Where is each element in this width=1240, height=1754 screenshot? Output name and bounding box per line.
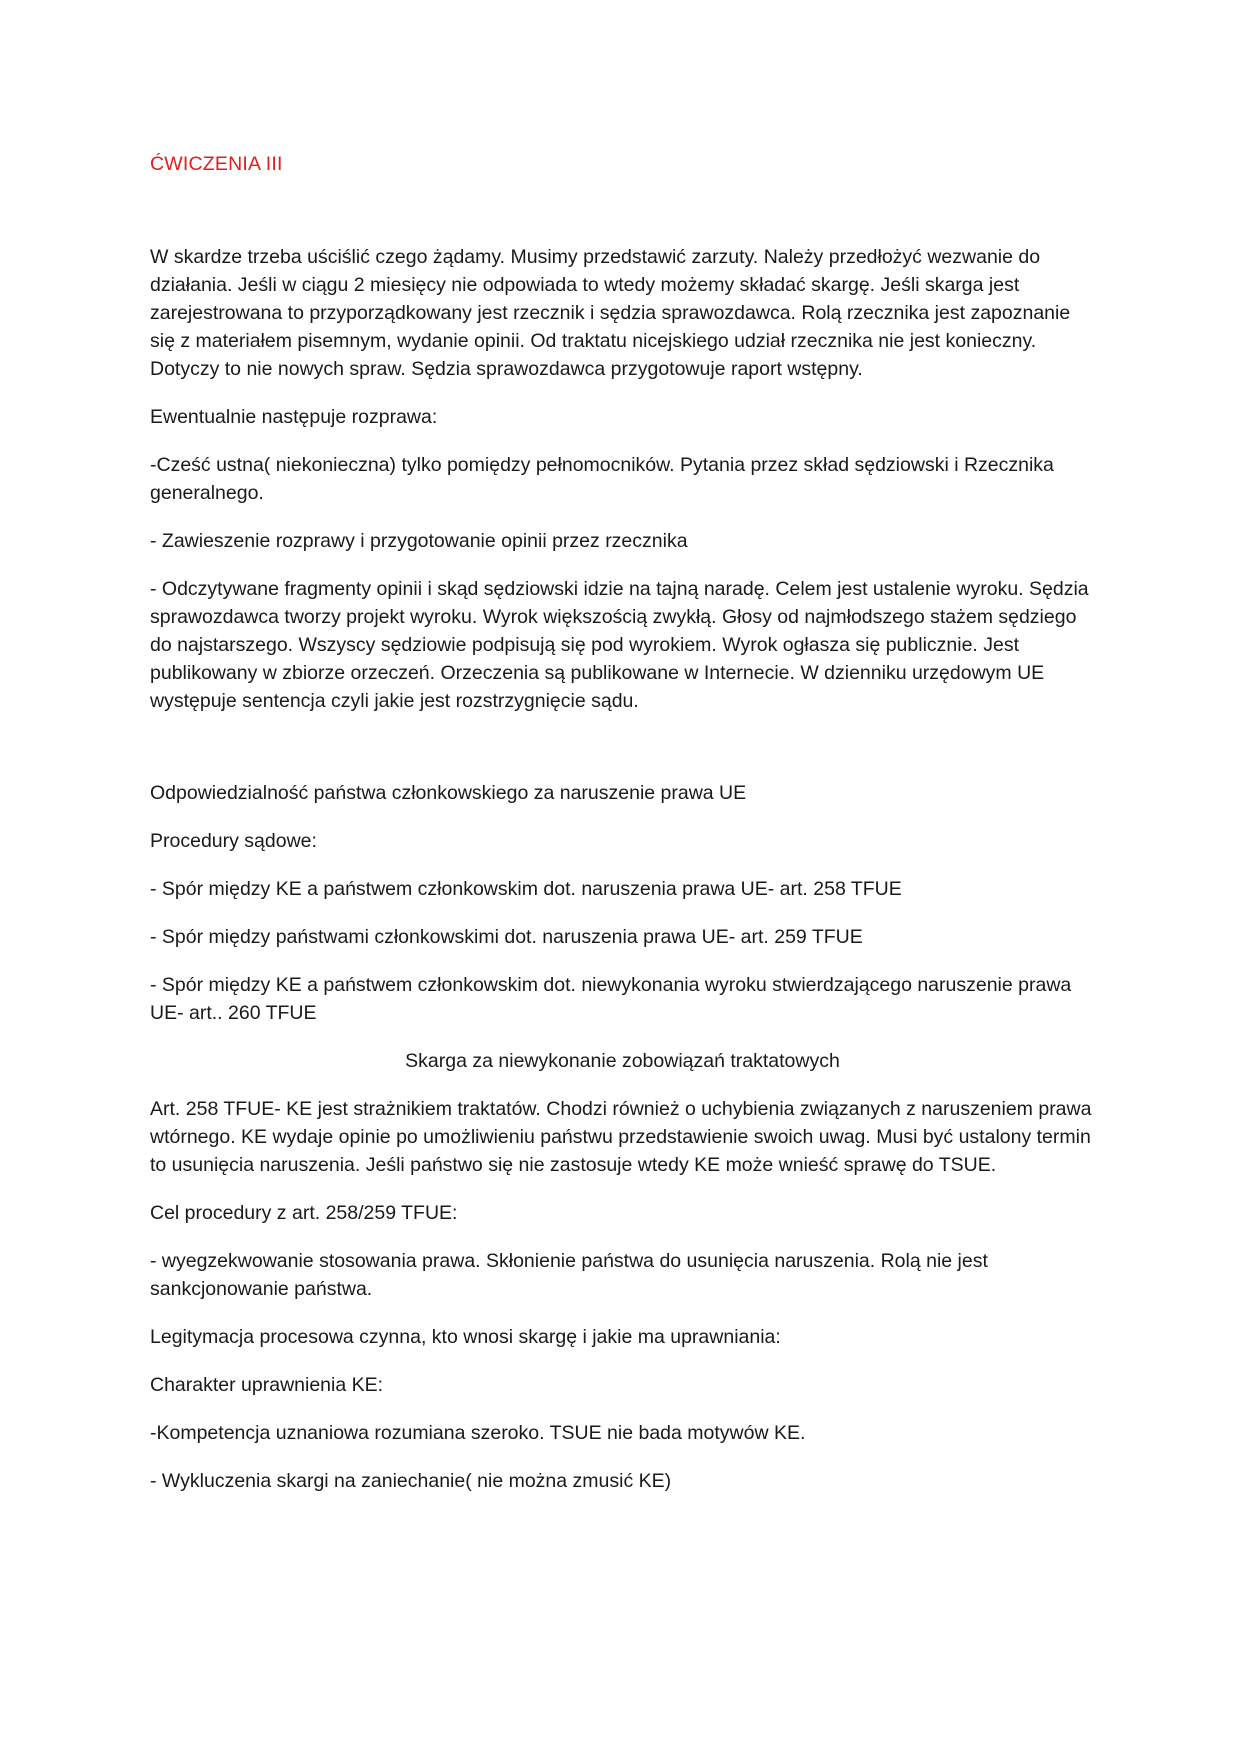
list-item-art-258: - Spór między KE a państwem członkowskim dot. naruszenia prawa UE- art. 258 TFUE — [150, 878, 902, 900]
section-heading-infringement-action: Skarga za niewykonanie zobowiązań traktatowych — [405, 1050, 840, 1072]
paragraph-art-258-description: Art. 258 TFUE- KE jest strażnikiem traktatów. Chodzi również o uchybienia związanych z naruszeniem prawa wtórnego. KE wydaje opinie po umożliwieniu państwu przedstawienie swoich uwag. Musi być ustalony termin to usunięcia naruszenia. Jeśli państwo się nie zastosuje wtedy KE może wnieść sprawę do TSUE. — [150, 1098, 1092, 1176]
paragraph-commission-powers: Charakter uprawnienia KE: — [150, 1374, 384, 1396]
paragraph-standing: Legitymacja procesowa czynna, kto wnosi skargę i jakie ma uprawniania: — [150, 1326, 781, 1348]
paragraph-exclusion: - Wykluczenia skargi na zaniechanie( nie można zmusić KE) — [150, 1470, 672, 1492]
list-item-art-259: - Spór między państwami członkowskimi dot. naruszenia prawa UE- art. 259 TFUE — [150, 926, 863, 948]
paragraph-oral-part: -Cześć ustna( niekonieczna) tylko pomiędzy pełnomocników. Pytania przez skład sędziowski i Rzecznika generalnego. — [150, 454, 1054, 504]
paragraph-court-procedures: Procedury sądowe: — [150, 830, 317, 852]
paragraph-judgment: - Odczytywane fragmenty opinii i skąd sędziowski idzie na tajną naradę. Celem jest ustalenie wyroku. Sędzia sprawozdawca tworzy projekt wyroku. Wyrok większością zwykłą. Głosy od najmłodszego stażem sędziego do najstarszego. Wszyscy sędziowie podpisują się pod wyrokiem. Wyrok ogłasza się publicznie. Jest publikowany w zbiorze orzeczeń. Orzeczenia są publikowane w Internecie. W dzienniku urzędowym UE występuje sentencja czyli jakie jest rozstrzygnięcie sądu. — [150, 578, 1089, 712]
document-body — [150, 150, 1095, 1515]
paragraph-complaint-requirements: W skardze trzeba uściślić czego żądamy. Musimy przedstawić zarzuty. Należy przedłożyć wezwanie do działania. Jeśli w ciągu 2 miesięcy nie odpowiada to wtedy możemy składać skargę. Jeśli skarga jest zarejestrowana to przyporządkowany jest rzecznik i sędzia sprawozdawca. Rolą rzecznika jest zapoznanie się z materiałem pisemnym, wydanie opinii. Od traktatu nicejskiego udział rzecznika nie jest konieczny. Dotyczy to nie nowych spraw. Sędzia sprawozdawca przygotowuje raport wstępny. — [150, 246, 1071, 380]
paragraph-hearing-intro: Ewentualnie następuje rozprawa: — [150, 406, 438, 428]
section-heading-state-liability: Odpowiedzialność państwa członkowskiego za naruszenie prawa UE — [150, 782, 747, 804]
paragraph-procedure-purpose: Cel procedury z art. 258/259 TFUE: — [150, 1202, 458, 1224]
document-title: ĆWICZENIA III — [150, 153, 283, 175]
paragraph-suspension: - Zawieszenie rozprawy i przygotowanie opinii przez rzecznika — [150, 530, 688, 552]
paragraph-enforcement: - wyegzekwowanie stosowania prawa. Skłonienie państwa do usunięcia naruszenia. Rolą nie jest sankcjonowanie państwa. — [150, 1250, 988, 1300]
list-item-art-260: - Spór między KE a państwem członkowskim dot. niewykonania wyroku stwierdzającego naruszenie prawa UE- art.. 260 TFUE — [150, 974, 1072, 1024]
paragraph-discretion: -Kompetencja uznaniowa rozumiana szeroko. TSUE nie bada motywów KE. — [150, 1422, 806, 1444]
